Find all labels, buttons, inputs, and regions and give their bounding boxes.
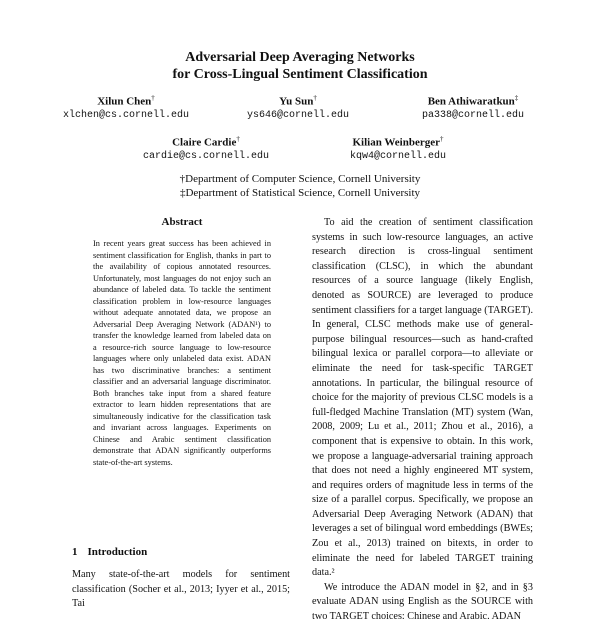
author-name: Xilun Chen — [97, 95, 152, 108]
abstract-text: In recent years great success has been achieved in sentiment classification for English, thanks in part to the availability of copious annotated resources. Unfortunately, most languages do not enjoy such an abundance of labeled data. To tackle the sentiment classification problem in low-resource languages without adequate annotated data, we propose an Adversarial Deep Averaging Network (ADAN¹) to transfer the knowledge learned from labeled data on a resource-rich source language to low-resource languages where only unlabeled data exist. ADAN has two discriminative branches: a sentiment classifier and an adversarial language discriminator. Both branches take input from a shared feature extractor to learn hidden representations that are simultaneously indicative for the classification task and invariant across languages. Experiments on Chinese and Arabic sentiment classification demonstrate that ADAN significantly outperforms state-of-the-art systems. — [93, 239, 271, 467]
intro-paragraph: Many state-of-the-art models for sentiment classification (Socher et al., 2013; Iyyer et al., 2015; Tai — [72, 569, 290, 610]
left-column — [93, 212, 271, 468]
author-name: Yu Sun — [279, 95, 314, 108]
affiliation-cs: †Department of Computer Science, Cornell University — [179, 173, 421, 185]
author-mark: † — [440, 135, 444, 143]
author-ben-athiwaratkun — [378, 92, 568, 123]
author-mark: † — [313, 94, 317, 102]
author-mark: † — [236, 135, 240, 143]
author-email: xlchen@cs.cornell.edu — [62, 109, 190, 121]
affiliations — [0, 172, 600, 200]
section-number: 1 — [72, 546, 78, 558]
author-yu-sun — [203, 92, 393, 123]
section-heading — [72, 546, 147, 558]
author-xilun-chen — [31, 92, 221, 123]
abstract-heading: Abstract — [161, 216, 203, 228]
author-name: Ben Athiwaratkun — [427, 95, 515, 108]
title-line-2: for Cross-Lingual Sentiment Classification — [172, 67, 428, 82]
author-name: Claire Cardie — [172, 136, 237, 149]
title-line-1: Adversarial Deep Averaging Networks — [185, 50, 415, 65]
paper-title — [0, 49, 600, 83]
author-email: cardie@cs.cornell.edu — [142, 150, 270, 162]
right-column — [312, 216, 533, 625]
author-email: kqw4@cornell.edu — [349, 150, 446, 162]
section-title: Introduction — [87, 546, 148, 558]
author-email: ys646@cornell.edu — [246, 109, 350, 121]
author-name: Kilian Weinberger — [352, 136, 440, 149]
body-paragraph-2: We introduce the ADAN model in §2, and in §3 evaluate ADAN using English as the SOURCE with two TARGET choices: Chinese and Arabic. ADAN — [312, 581, 533, 623]
author-mark: † — [151, 94, 155, 102]
affiliation-stats: ‡Department of Statistical Science, Cornell University — [179, 187, 421, 199]
author-kilian-weinberger — [303, 133, 493, 164]
author-mark: ‡ — [514, 94, 519, 102]
author-claire-cardie — [111, 133, 301, 164]
author-email: pa338@cornell.edu — [421, 109, 525, 121]
body-paragraph-1: To aid the creation of sentiment classification systems in such low-resource languages, an active research direction is cross-lingual sentiment classification (CLSC), in which the abundant resources of a source language (likely English, denoted as SOURCE) are leveraged to produce sentiment classifiers for a target language (TARGET). In general, CLSC methods make use of general-purpose bilingual resources—such as hand-crafted bilingual lexica or parallel corpora—to alleviate or eliminate the need for task-specific TARGET annotations. In particular, the bilingual resource of choice for the majority of previous CLSC models is a full-fledged Machine Translation (MT) system (Wan, 2008, 2009; Lu et al., 2011; Zhou et al., 2016), a component that is expensive to obtain. In this work, we propose a language-adversarial training approach that does not need a highly engineered MT system, and requires orders of magnitude less in terms of the size of a parallel corpus. Specifically, we propose an Adversarial Deep Averaging Network (ADAN) that leverages a set of bilingual word embeddings (BWEs; Zou et al., 2013) trained on bitexts, in order to eliminate the need for labeled TARGET training data.² — [312, 217, 533, 579]
